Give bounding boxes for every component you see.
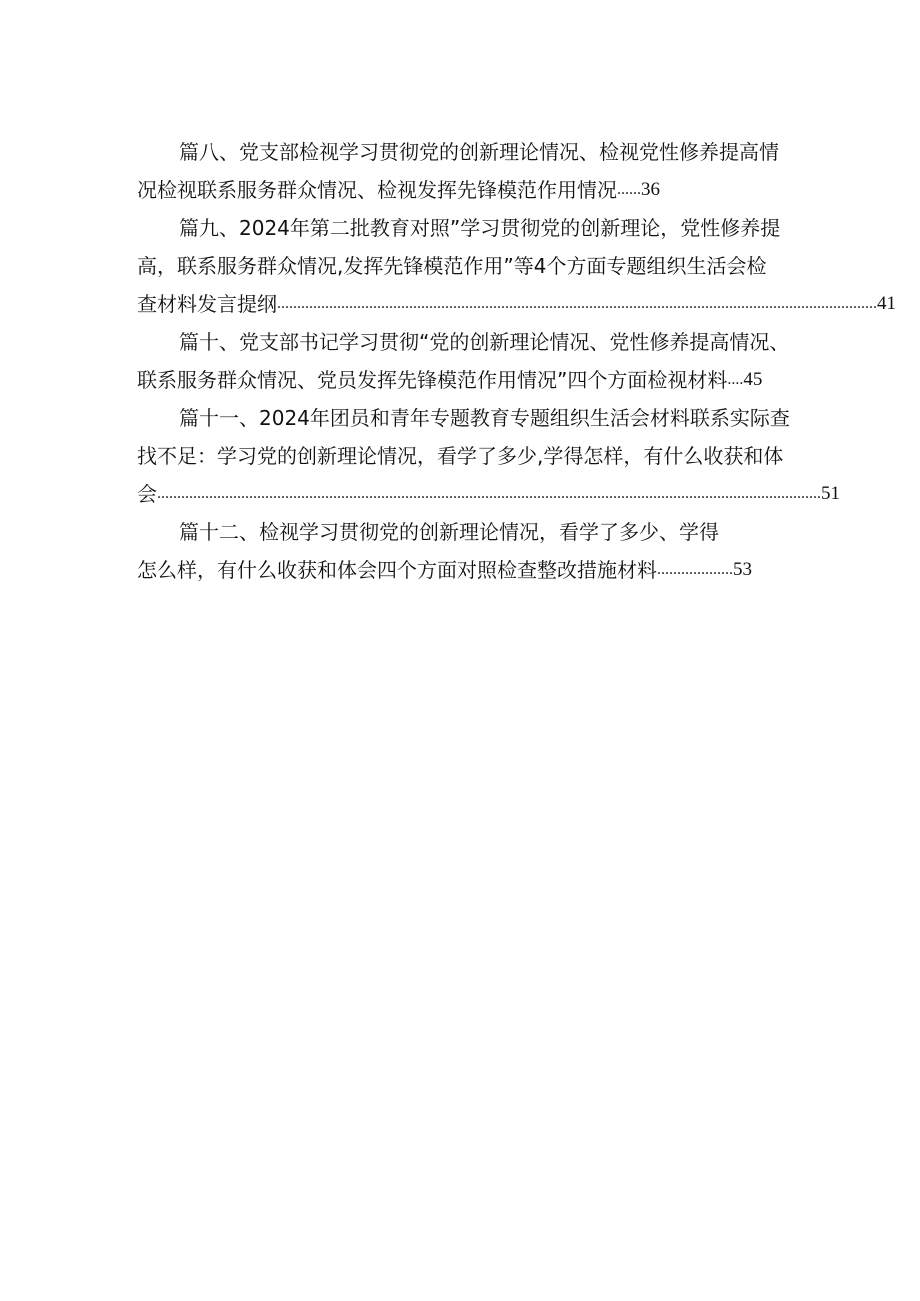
toc-entry-line — [137, 551, 797, 589]
toc-entry-line — [137, 285, 896, 323]
toc-leader-dots: ...... — [617, 181, 641, 198]
toc-entry-text: 会 — [137, 482, 157, 506]
toc-leader-dots: ................... — [657, 561, 733, 578]
toc-entry-line — [137, 361, 797, 399]
toc-entry-line: 篇十、党支部书记学习贯彻“党的创新理论情况、党性修养提高情况、 — [179, 330, 790, 354]
toc-entry[interactable] — [137, 513, 797, 589]
toc-entry-line: 篇九、2024年第二批教育对照”学习贯彻党的创新理论，党性修养提 — [179, 216, 781, 240]
toc-entry-line — [137, 171, 797, 209]
toc-page-number: 41 — [877, 293, 896, 314]
toc-entry[interactable] — [137, 399, 840, 513]
toc-entry-text: 联系服务群众情况、党员发挥先锋模范作用情况”四个方面检视材料 — [137, 368, 728, 392]
toc-leader-dots: ...................................................................................................................................................................... — [157, 485, 821, 502]
toc-leader-dots: .... — [727, 371, 744, 388]
toc-entry-line: 篇十二、检视学习贯彻党的创新理论情况，看学了多少、学得 — [179, 520, 719, 544]
table-of-contents — [137, 133, 896, 589]
toc-entry-line: 篇八、党支部检视学习贯彻党的创新理论情况、检视党性修养提高情 — [179, 140, 779, 164]
toc-entry[interactable] — [137, 133, 797, 209]
toc-leader-dots: ...................................................................................................................................................... — [277, 295, 877, 312]
toc-entry-text: 查材料发言提纲 — [137, 292, 277, 316]
toc-page-number: 51 — [821, 483, 840, 504]
toc-page-number: 36 — [641, 179, 660, 200]
toc-page-number: 45 — [743, 369, 763, 390]
toc-entry-text: 怎么样，有什么收获和体会四个方面对照检查整改措施材料 — [137, 558, 657, 582]
toc-entry-line: 高，联系服务群众情况,发挥先锋模范作用”等4个方面专题组织生活会检 — [137, 254, 767, 278]
toc-entry[interactable] — [137, 209, 896, 323]
toc-entry[interactable] — [137, 323, 797, 399]
toc-entry-line — [137, 475, 840, 513]
toc-entry-line: 找不足：学习党的创新理论情况，看学了多少,学得怎样，有什么收获和体 — [137, 444, 784, 468]
toc-entry-text: 况检视联系服务群众情况、检视发挥先锋模范作用情况 — [137, 178, 617, 202]
toc-entry-line: 篇十一、2024年团员和青年专题教育专题组织生活会材料联系实际查 — [179, 406, 790, 430]
toc-page-number: 53 — [733, 559, 752, 580]
